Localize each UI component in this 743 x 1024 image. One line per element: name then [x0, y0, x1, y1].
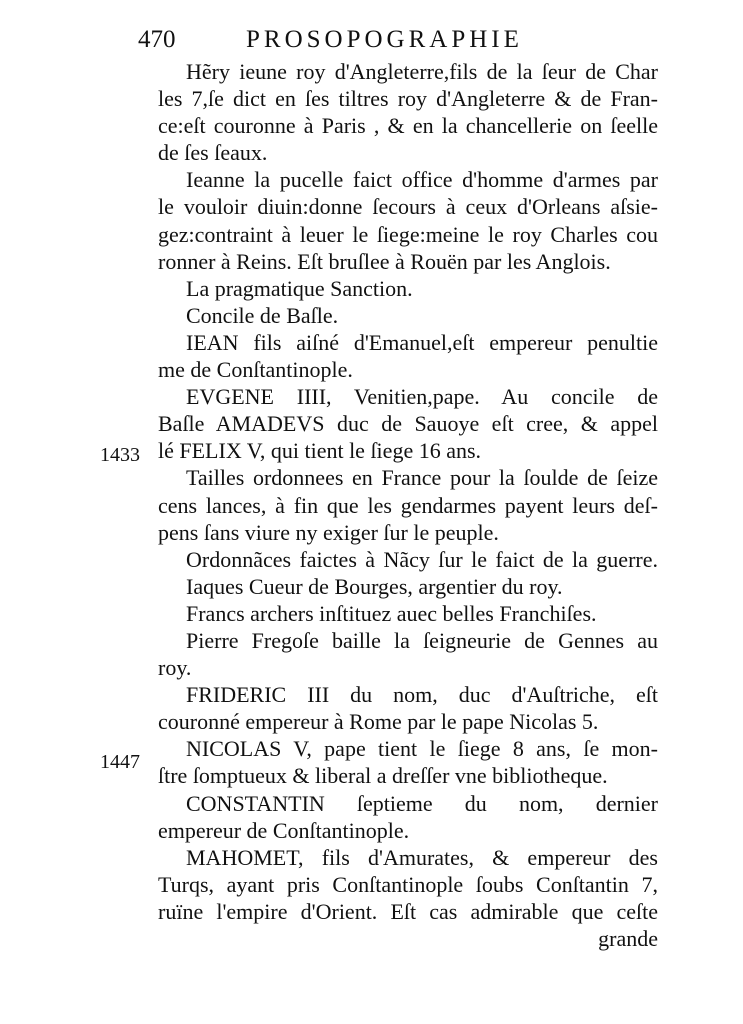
text-line: gez:contraint à leuer le ſiege:meine le roy Charles cou — [158, 221, 658, 247]
text-line: cens lances, à fin que les gendarmes payent leurs deſ- — [158, 492, 658, 518]
text-line: La pragmatique Sanction. — [186, 275, 413, 301]
text-line: empereur de Conſtantinople. — [158, 817, 410, 843]
text-line: ruïne l'empire d'Orient. Eſt cas admirable que ceſte — [158, 898, 658, 924]
text-line: roy. — [158, 655, 192, 681]
text-line: Francs archers inſtituez auec belles Franchiſes. — [186, 600, 597, 626]
text-line: lé FELIX V, qui tient le ſiege 16 ans. — [158, 438, 482, 464]
text-line: Baſle AMADEVS duc de Sauoye eſt cree, & appel — [158, 411, 658, 437]
text-line: Concile de Baſle. — [186, 302, 339, 328]
page-number: 470 — [138, 26, 176, 53]
text-line: Pierre Fregoſe baille la ſeigneurie de Gennes au — [186, 627, 658, 653]
page-header — [138, 22, 598, 58]
margin-note-year: 1447 — [100, 751, 140, 773]
text-line: IEAN fils aiſné d'Emanuel,eſt empereur penultie — [186, 329, 658, 355]
text-line: Turqs, ayant pris Conſtantinople ſoubs Conſtantin 7, — [158, 871, 658, 897]
text-line: couronné empereur à Rome par le pape Nicolas 5. — [158, 709, 599, 735]
text-line: EVGENE IIII, Venitien,pape. Au concile de — [186, 384, 658, 410]
text-line: FRIDERIC III du nom, duc d'Auſtriche, eſt — [186, 682, 658, 708]
text-line: me de Conſtantinople. — [158, 357, 353, 383]
text-line: MAHOMET, fils d'Amurates, & empereur des — [186, 844, 658, 870]
text-line: Iaques Cueur de Bourges, argentier du roy. — [186, 573, 563, 599]
text-line: ſtre ſomptueux & liberal a dreſſer vne bibliotheque. — [158, 763, 608, 789]
catchword: grande — [598, 926, 658, 951]
text-line: le vouloir diuin:donne ſecours à ceux d'Orleans aſsie- — [158, 194, 658, 220]
text-line: NICOLAS V, pape tient le ſiege 8 ans, ſe mon- — [186, 736, 658, 762]
text-line: de ſes ſeaux. — [158, 140, 268, 166]
margin-note-year: 1433 — [100, 444, 140, 466]
running-title: PROSOPOGRAPHIE — [246, 26, 523, 53]
body-text — [158, 58, 658, 952]
text-line: CONSTANTIN ſeptieme du nom, dernier — [186, 790, 658, 816]
text-line: Ordonnãces faictes à Nãcy ſur le faict de la guerre. — [186, 546, 658, 572]
text-line: ronner à Reins. Eſt bruſlee à Rouën par les Anglois. — [158, 248, 611, 274]
text-line: Tailles ordonnees en France pour la ſoulde de ſeize — [186, 465, 658, 491]
text-line: Ieanne la pucelle faict office d'homme d'armes par — [186, 167, 658, 193]
text-line: Hẽry ieune roy d'Angleterre,fils de la ſeur de Char — [186, 59, 658, 84]
text-line: les 7,ſe dict en ſes tiltres roy d'Angleterre & de Fran- — [158, 86, 658, 112]
text-line: pens ſans viure ny exiger ſur le peuple. — [158, 519, 499, 545]
text-line: ce:eſt couronne à Paris , & en la chancellerie on ſeelle — [158, 113, 658, 139]
